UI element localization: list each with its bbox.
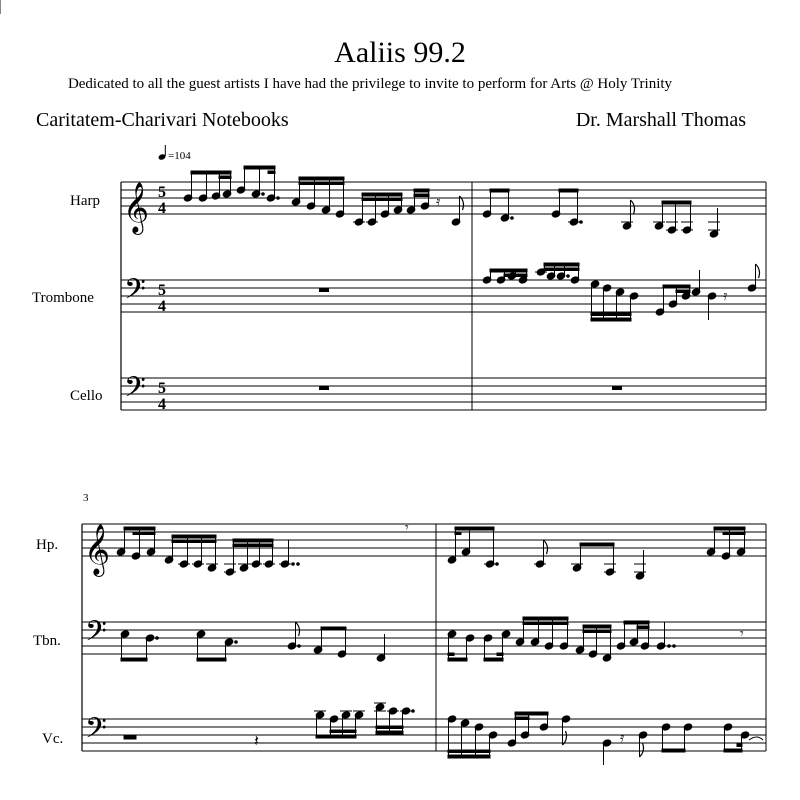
- note-group: [406, 189, 463, 226]
- tempo-marking: [158, 145, 191, 162]
- svg-text:𝄿: 𝄿: [436, 194, 441, 210]
- note-group: [236, 166, 279, 202]
- bass-clef-icon: 𝄢: [85, 712, 107, 752]
- trombone-m4-notes: [447, 617, 744, 662]
- treble-clef-icon: 𝄞: [123, 182, 150, 233]
- system-2: [33, 492, 766, 765]
- harp-m4-notes: [447, 527, 746, 580]
- treble-clef-icon: 𝄞: [84, 524, 111, 575]
- label-harp-abbr: Hp.: [36, 537, 59, 553]
- svg-text:𝄿: 𝄿: [620, 730, 625, 746]
- tempo-text: =104: [168, 150, 191, 162]
- harp-m1-notes: [183, 166, 463, 226]
- trombone-m3-notes: [120, 622, 386, 662]
- whole-rest: [612, 386, 622, 390]
- notebook-name: Caritatem-Charivari Notebooks: [36, 109, 289, 131]
- svg-text:𝄾: 𝄾: [405, 520, 409, 536]
- label-trombone: Trombone: [32, 290, 94, 306]
- bass-clef-icon: 𝄢: [85, 615, 107, 655]
- cello-m4-notes: [447, 712, 763, 765]
- measure-number: 3: [83, 492, 89, 504]
- label-cello-abbr: Vc.: [42, 731, 64, 747]
- staff-cello-2: [82, 719, 766, 751]
- whole-rest: [319, 288, 329, 292]
- svg-text:5: 5: [158, 184, 166, 201]
- label-trombone-abbr: Tbn.: [33, 633, 61, 649]
- staff-trombone-2: [82, 622, 766, 654]
- svg-text:4: 4: [158, 200, 166, 217]
- system-1: [32, 145, 766, 413]
- whole-rest: [319, 386, 329, 390]
- half-rest: [124, 735, 136, 739]
- svg-text:𝄾: 𝄾: [740, 626, 744, 642]
- dedication-subtitle: Dedicated to all the guest artists I have had the privilege to invite to perform for Arts @ Holy Trinity: [67, 76, 673, 92]
- label-cello: Cello: [70, 388, 103, 404]
- bass-clef-icon: 𝄢: [124, 273, 146, 313]
- svg-text:5: 5: [158, 380, 166, 397]
- svg-text:𝄽: 𝄽: [254, 731, 259, 750]
- composer-name: Dr. Marshall Thomas: [575, 109, 746, 131]
- bass-clef-icon: 𝄢: [124, 371, 146, 411]
- svg-text:5: 5: [158, 282, 166, 299]
- svg-text:4: 4: [158, 298, 166, 315]
- staff-cello-1: [121, 378, 766, 410]
- svg-text:4: 4: [158, 396, 166, 413]
- time-signatures: [158, 184, 166, 413]
- label-harp: Harp: [70, 193, 100, 209]
- svg-text:𝄿: 𝄿: [723, 288, 728, 304]
- piece-title: Aaliis 99.2: [334, 36, 466, 69]
